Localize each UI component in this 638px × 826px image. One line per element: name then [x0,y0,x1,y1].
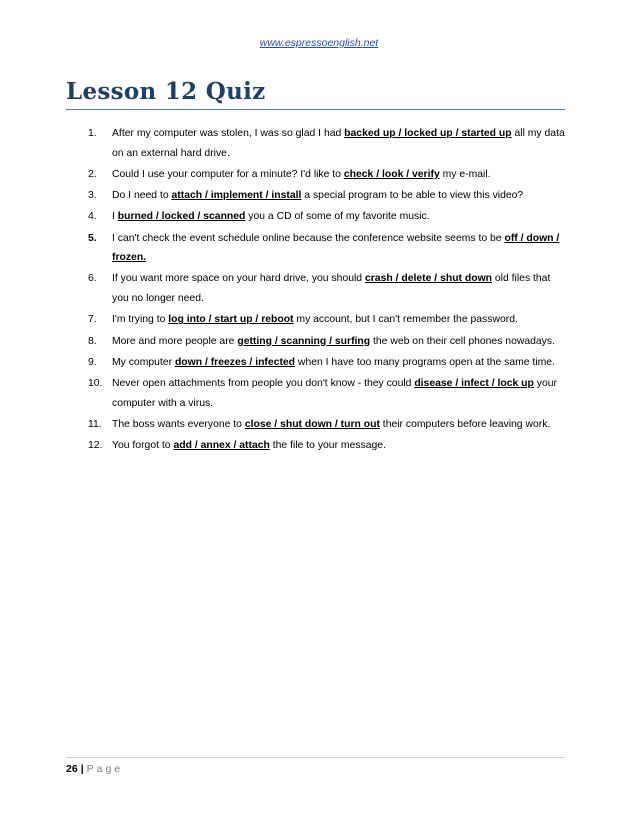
question-text: I [112,211,118,223]
question-text: a special program to be able to view this video? [301,190,524,202]
question-text: If you want more space on your hard drive, you should [112,273,365,285]
quiz-question [88,186,568,206]
page-title: Lesson 12 Quiz [66,78,266,105]
answer-options: down / freezes / infected [174,356,296,368]
question-text: More and more people are [112,335,238,347]
question-text: Do I need to [112,190,172,202]
quiz-question-list [88,124,568,458]
quiz-question [88,353,568,373]
answer-options: add / annex / attach [173,440,270,452]
quiz-question [88,415,568,435]
question-text: After my computer was stolen, I was so glad I had [112,128,345,139]
quiz-question [88,332,568,352]
question-number: 9. [88,356,97,368]
answer-options: getting / scanning / surfing [237,335,371,347]
answer-options: crash / delete / shut down [364,273,493,285]
answer-options: burned / locked / scanned [117,211,246,223]
page-footer [66,763,123,775]
question-text: my account, but I can't remember the password. [293,314,518,326]
quiz-question [88,436,568,456]
question-text: Never open attachments from people you don't know - they could [112,378,415,390]
question-text: when I have too many programs open at the same time. [295,356,555,368]
quiz-question [88,269,568,308]
question-number: 5. [88,232,97,244]
question-text: I'm trying to [112,314,169,326]
question-text: their computers before leaving work. [379,418,551,430]
question-number: 7. [88,314,97,326]
question-number: 3. [88,190,97,202]
question-number: 12. [88,440,103,452]
question-text: You forgot to [112,440,174,452]
question-number: 11. [88,418,102,430]
quiz-question [88,374,568,413]
question-text: all my data on an external hard drive. [112,128,565,159]
question-number: 6. [88,273,97,285]
answer-options: disease / infect / lock up [414,378,534,390]
question-text: The boss wants everyone to [112,418,245,430]
question-text: Could I use your computer for a minute? I'd like to [112,168,344,180]
question-number: 4. [88,211,97,223]
question-text: my e-mail. [439,168,491,180]
footer-divider [66,757,565,758]
question-number: 10. [88,378,103,390]
quiz-question [88,165,568,185]
page-header [0,37,638,49]
quiz-question [88,229,568,268]
answer-options: check / look / verify [343,168,440,180]
question-text: the file to your message. [269,440,386,452]
page-number: 26 [66,763,78,775]
answer-options: off / down / frozen. [112,232,560,264]
question-number: 2. [88,168,97,180]
answer-options: close / shut down / turn out [244,418,380,430]
answer-options: attach / implement / install [171,190,302,202]
question-number: 8. [88,335,97,347]
question-text: you a CD of some of my favorite music. [245,211,430,223]
question-text: I can't check the event schedule online because the conference website seems to be [112,232,505,244]
page-label: Page [86,763,124,775]
title-divider [66,109,565,110]
answer-options: log into / start up / reboot [168,314,294,326]
question-text: the web on their cell phones nowadays. [370,335,555,347]
quiz-question [88,310,568,330]
question-text: your computer with a virus. [112,378,557,409]
answer-options: backed up / locked up / started up [344,128,512,139]
website-link[interactable]: www.espressoenglish.net [259,37,379,49]
question-number: 1. [88,128,97,139]
quiz-question [88,124,568,163]
question-text: My computer [112,356,175,368]
quiz-question [88,207,568,227]
question-text: old files that you no longer need. [112,273,551,304]
footer-separator: | [80,763,84,775]
